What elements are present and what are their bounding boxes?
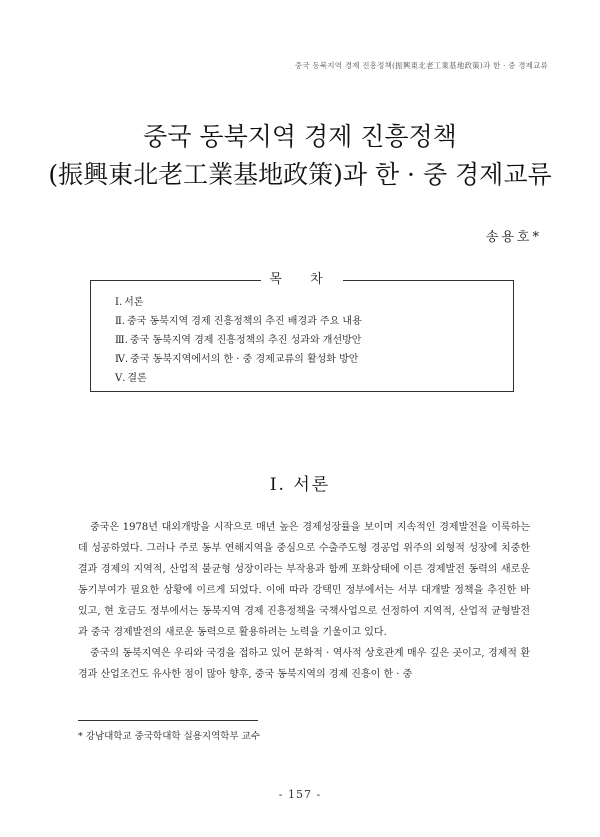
toc-item-number: Ⅲ. xyxy=(115,335,128,346)
toc-item xyxy=(115,350,497,369)
toc-item-text: 중국 동북지역에서의 한 · 중 경제교류의 활성화 방안 xyxy=(130,354,359,365)
toc-heading xyxy=(91,271,513,289)
toc-list xyxy=(115,293,497,388)
toc-item-number: Ⅱ. xyxy=(115,316,125,327)
toc-item-number: Ⅳ. xyxy=(115,354,129,365)
author-name: 송용호* xyxy=(485,230,542,245)
paper-title-line-2: (振興東北老工業基地政策)과 한 · 중 경제교류 xyxy=(48,160,552,189)
toc-item xyxy=(115,331,497,350)
toc-item-text: 중국 동북지역 경제 진흥정책의 추진 성과와 개선방안 xyxy=(129,335,362,346)
footnote-divider xyxy=(78,720,258,721)
paper-title xyxy=(0,118,600,194)
toc-heading-label: 목 차 xyxy=(261,272,342,287)
toc-item-text: 서론 xyxy=(124,297,144,308)
body-text xyxy=(78,517,530,685)
body-paragraph: 중국은 1978년 대외개방을 시작으로 매년 높은 경제성장률을 보이며 지속적인 경제발전을 이룩하는데 성공하였다. 그러나 주로 동부 연해지역을 중심으로 수출주도형 경공업 위주의 외형적 성장에 치중한 결과 경제의 지역적, 산업적 불균형 성장이라는 부작용과 함께 포화상태에 이른 경제발전 동력의 새로운 동기부여가 필요한 상황에 이르게 되었다. 이에 따라 강택민 정부에서는 서부 대개발 정책을 추진한 바 있고, 현 호금도 정부에서는 동북지역 경제 진흥정책을 국책사업으로 선정하여 지역적, 산업적 균형발전과 중국 경제발전의 새로운 동력으로 활용하려는 노력을 기울이고 있다. xyxy=(78,522,530,638)
footnote: * 강남대학교 중국학대학 실용지역학부 교수 xyxy=(78,731,261,742)
table-of-contents xyxy=(90,272,514,392)
toc-item xyxy=(115,293,497,312)
toc-item-text: 중국 동북지역 경제 진흥정책의 추진 배경과 주요 내용 xyxy=(126,316,362,327)
toc-item-number: Ⅴ. xyxy=(115,373,126,384)
section-heading: Ⅰ. 서론 xyxy=(269,475,331,495)
body-paragraph: 중국의 동북지역은 우리와 국경을 접하고 있어 문화적 · 역사적 상호관계 매우 깊은 곳이고, 경제적 환경과 산업조건도 유사한 점이 많아 향후, 중국 동북지역의 경제 진흥이 한 · 중 xyxy=(78,648,530,680)
toc-item-number: Ⅰ. xyxy=(115,297,123,308)
page-number: - 157 - xyxy=(278,788,322,801)
paper-title-line-1: 중국 동북지역 경제 진흥정책 xyxy=(143,122,457,151)
running-header: 중국 동북지역 경제 진흥정책(振興東北老工業基地政策)과 한 · 중 경제교류 xyxy=(294,61,548,70)
toc-item xyxy=(115,369,497,388)
toc-item-text: 결론 xyxy=(127,373,147,384)
toc-item xyxy=(115,312,497,331)
